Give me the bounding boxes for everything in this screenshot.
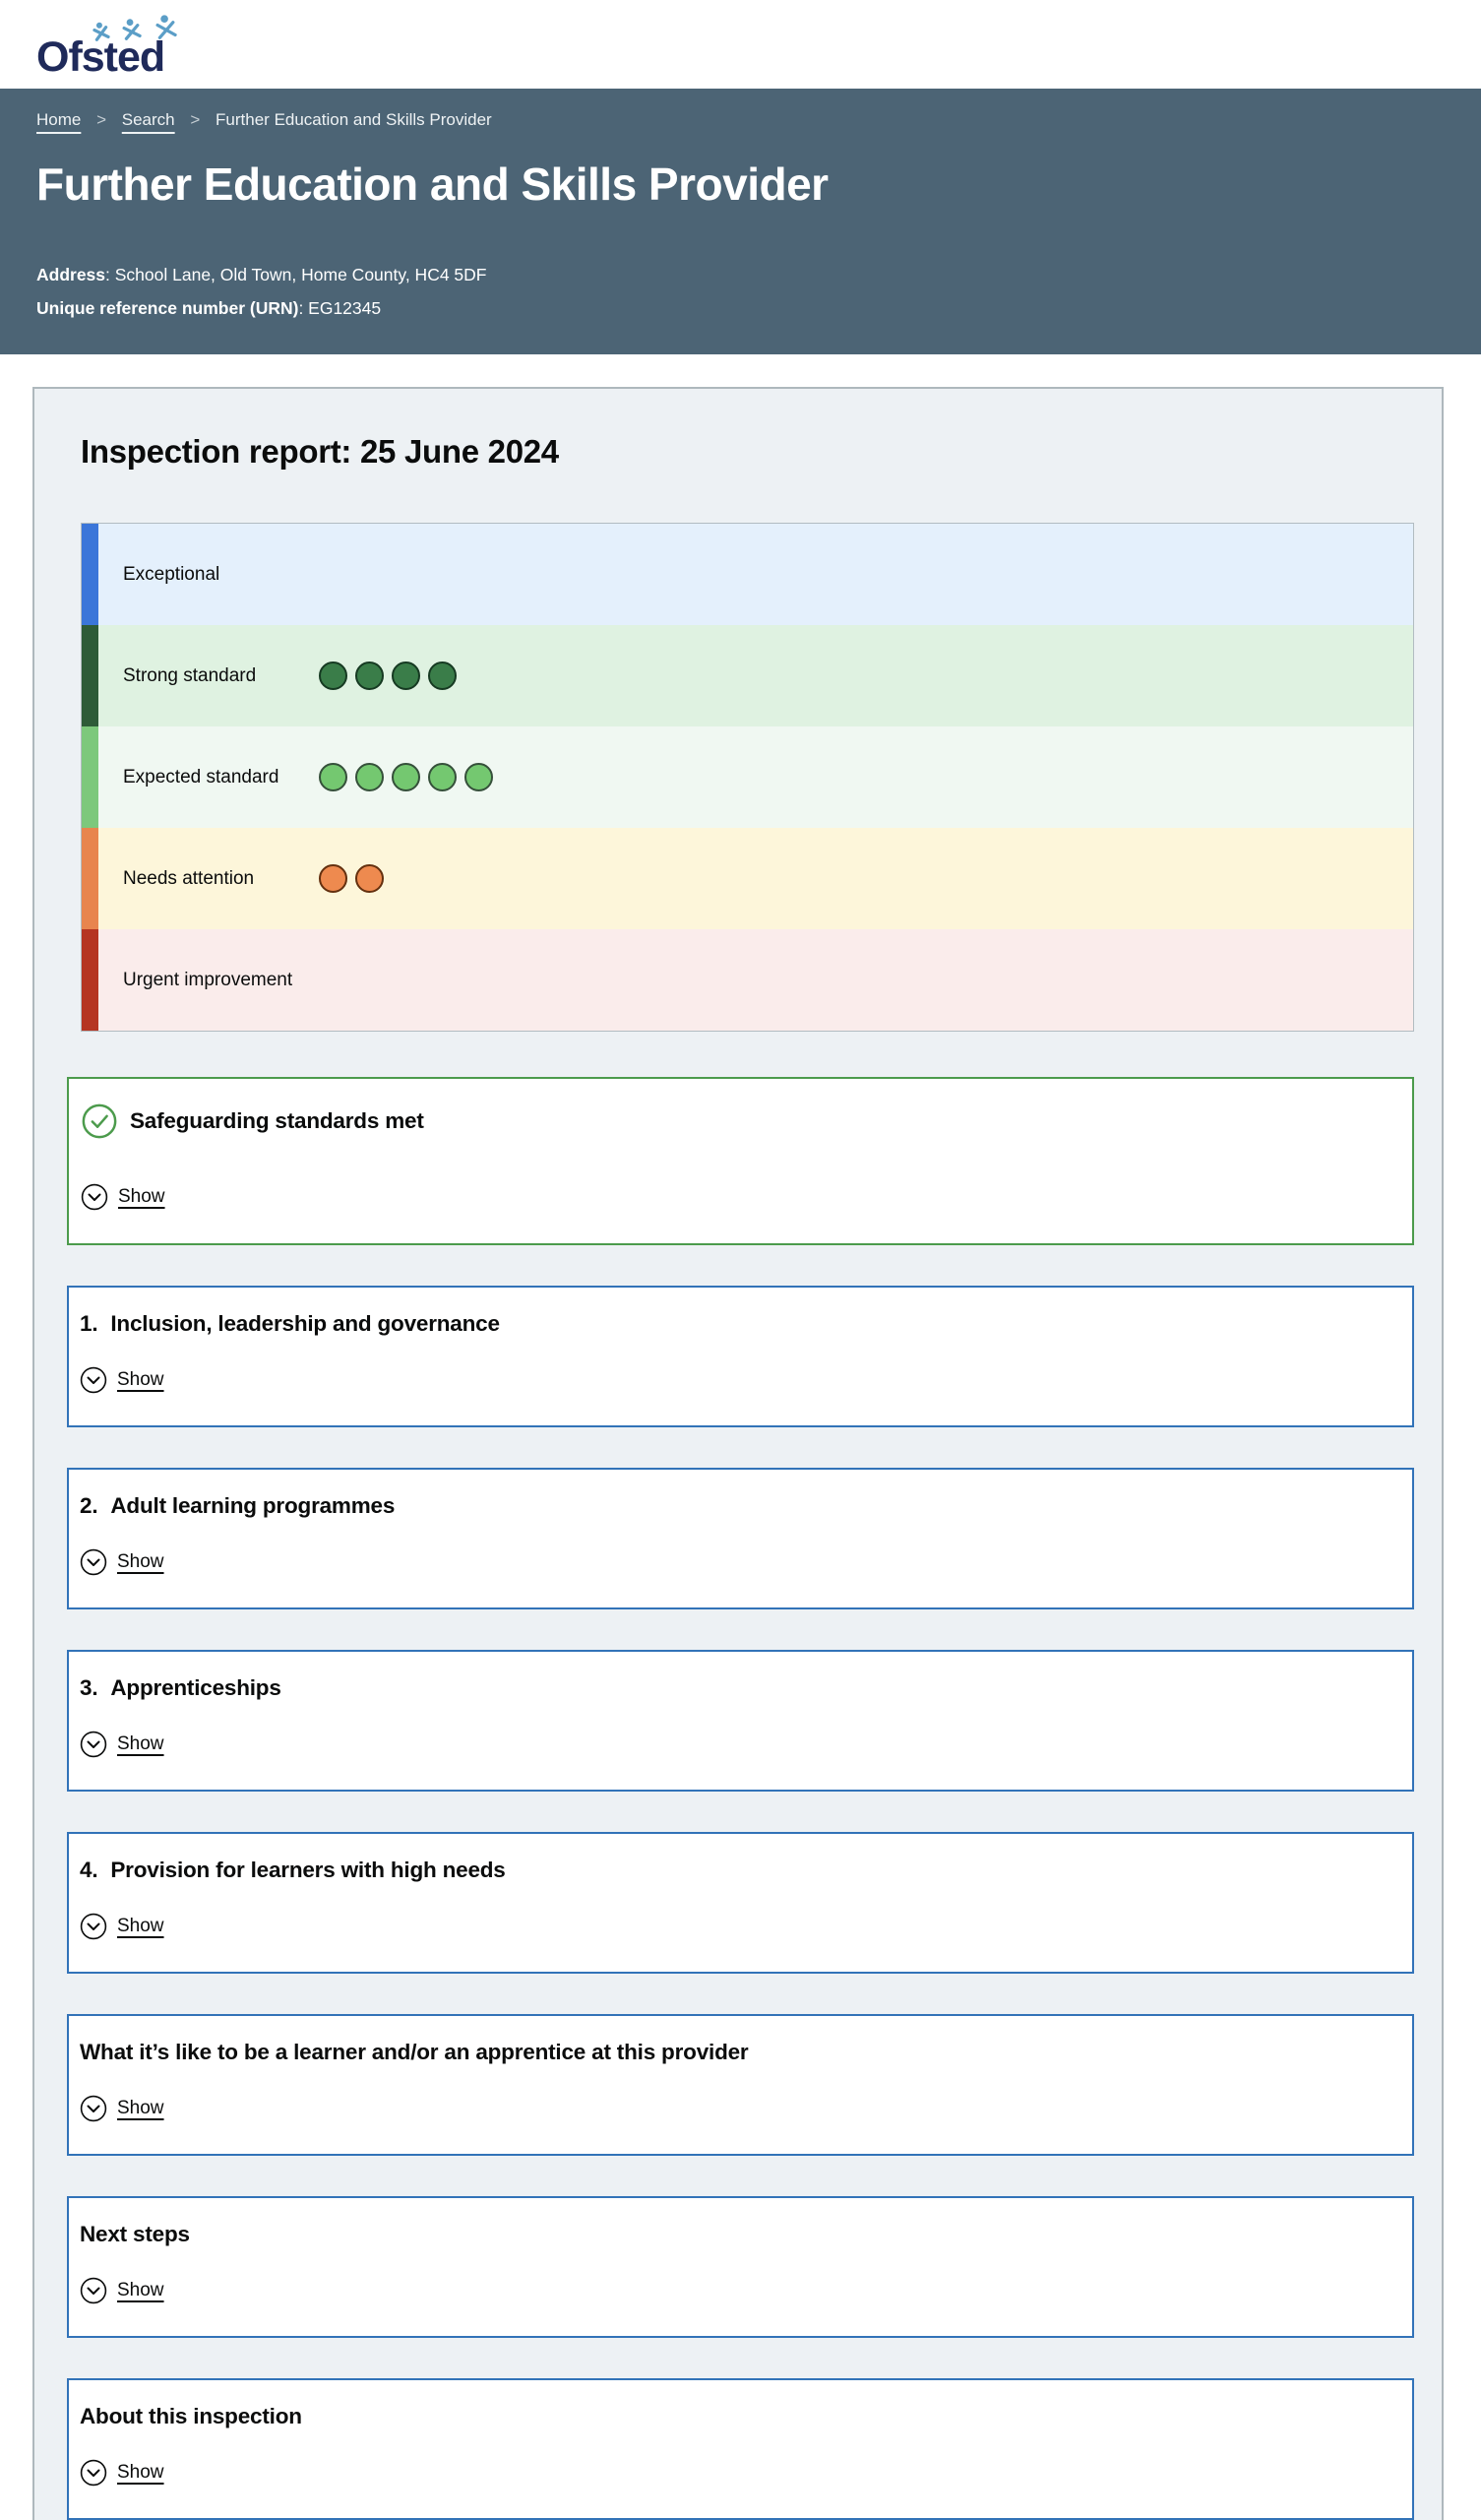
rating-dot: [355, 864, 384, 893]
show-label: Show: [118, 1186, 165, 1207]
section-title: [80, 1491, 1388, 1521]
rating-color-bar: [82, 929, 98, 1031]
ofsted-logo: [36, 8, 184, 85]
rating-dot: [428, 662, 457, 690]
address-label: Address: [36, 265, 106, 284]
chevron-down-icon: [81, 1183, 108, 1211]
chevron-down-icon: [80, 2277, 107, 2304]
rating-dot: [355, 763, 384, 791]
provider-address: [36, 262, 1442, 287]
rating-dot: [428, 763, 457, 791]
urn-value: : EG12345: [298, 298, 382, 318]
section-title-text: What it’s like to be a learner and/or an apprentice at this provider: [80, 2040, 749, 2064]
report-section-panel: [67, 2378, 1414, 2520]
rating-dot: [464, 763, 493, 791]
rating-label: Exceptional: [123, 563, 220, 585]
section-title: [80, 1856, 1388, 1885]
chevron-down-icon: [80, 2459, 107, 2487]
chevron-down-icon: [80, 1731, 107, 1758]
breadcrumb-link-search[interactable]: Search: [121, 110, 175, 129]
chevron-down-icon: [80, 1366, 107, 1394]
rating-label: Expected standard: [123, 766, 279, 788]
inspection-report-card: [32, 387, 1444, 2520]
show-label: Show: [117, 2098, 164, 2118]
show-label: Show: [117, 1733, 164, 1754]
section-title-text: Next steps: [80, 2222, 190, 2246]
address-value: : School Lane, Old Town, Home County, HC4 5DF: [105, 265, 487, 284]
safeguarding-show-toggle[interactable]: [81, 1183, 165, 1211]
rating-dot: [319, 763, 347, 791]
rating-row: [82, 726, 1413, 828]
breadcrumb-separator: >: [96, 110, 107, 129]
section-number: 3.: [80, 1675, 98, 1700]
rating-label: Strong standard: [123, 664, 257, 686]
rating-row: [82, 828, 1413, 929]
rating-dot: [319, 864, 347, 893]
section-number: 4.: [80, 1858, 98, 1882]
section-title-text: Provision for learners with high needs: [110, 1858, 506, 1882]
report-section-panel: [67, 1650, 1414, 1792]
rating-dot: [392, 662, 420, 690]
rating-row: [82, 524, 1413, 625]
report-sections: [67, 1286, 1414, 2520]
report-section-panel: [67, 2014, 1414, 2156]
rating-dot: [392, 763, 420, 791]
hero-band: [0, 89, 1481, 354]
section-title-text: About this inspection: [80, 2404, 302, 2428]
section-show-toggle[interactable]: [80, 2095, 164, 2122]
breadcrumb-current-page: Further Education and Skills Provider: [216, 110, 492, 129]
section-show-toggle[interactable]: [80, 1548, 164, 1576]
report-section-panel: [67, 1468, 1414, 1609]
rating-dots: [319, 662, 457, 690]
section-title-text: Apprenticeships: [110, 1675, 281, 1700]
rating-color-bar: [82, 625, 98, 726]
section-show-toggle[interactable]: [80, 1913, 164, 1940]
check-circle-icon: [81, 1102, 118, 1140]
show-label: Show: [117, 2280, 164, 2300]
section-show-toggle[interactable]: [80, 2459, 164, 2487]
section-title: [80, 2402, 1388, 2431]
chevron-down-icon: [80, 1548, 107, 1576]
report-title: Inspection report: 25 June 2024: [81, 433, 559, 470]
show-label: Show: [117, 2462, 164, 2483]
breadcrumb: [36, 110, 1442, 130]
section-number: 2.: [80, 1493, 98, 1518]
safeguarding-panel: [67, 1077, 1414, 1245]
safeguarding-header: [81, 1102, 1388, 1140]
rating-color-bar: [82, 524, 98, 625]
section-show-toggle[interactable]: [80, 2277, 164, 2304]
section-title: [80, 2038, 1388, 2067]
provider-urn: [36, 295, 1442, 321]
section-title-text: Inclusion, leadership and governance: [110, 1311, 500, 1336]
rating-label: Needs attention: [123, 867, 255, 889]
section-number: 1.: [80, 1311, 98, 1336]
section-show-toggle[interactable]: [80, 1731, 164, 1758]
urn-label: Unique reference number (URN): [36, 298, 299, 318]
section-show-toggle[interactable]: [80, 1366, 164, 1394]
rating-dots: [319, 864, 384, 893]
ofsted-logo-text: Ofsted: [36, 33, 165, 81]
report-section-panel: [67, 1832, 1414, 1974]
rating-color-bar: [82, 726, 98, 828]
show-label: Show: [117, 1551, 164, 1572]
rating-scale-table: [81, 523, 1414, 1032]
section-title: [80, 2220, 1388, 2249]
rating-dot: [319, 662, 347, 690]
chevron-down-icon: [80, 1913, 107, 1940]
rating-dots: [319, 763, 493, 791]
section-title: [80, 1309, 1388, 1339]
rating-row: [82, 929, 1413, 1031]
safeguarding-title: Safeguarding standards met: [130, 1108, 424, 1133]
rating-dot: [355, 662, 384, 690]
page-title: Further Education and Skills Provider: [36, 158, 829, 210]
show-label: Show: [117, 1916, 164, 1936]
report-section-panel: [67, 1286, 1414, 1427]
rating-color-bar: [82, 828, 98, 929]
breadcrumb-link-home[interactable]: Home: [36, 110, 82, 129]
top-strip: [0, 0, 1481, 89]
section-title: [80, 1673, 1388, 1703]
section-title-text: Adult learning programmes: [110, 1493, 396, 1518]
chevron-down-icon: [80, 2095, 107, 2122]
report-section-panel: [67, 2196, 1414, 2338]
rating-row: [82, 625, 1413, 726]
show-label: Show: [117, 1369, 164, 1390]
breadcrumb-separator: >: [190, 110, 201, 129]
rating-label: Urgent improvement: [123, 969, 293, 990]
